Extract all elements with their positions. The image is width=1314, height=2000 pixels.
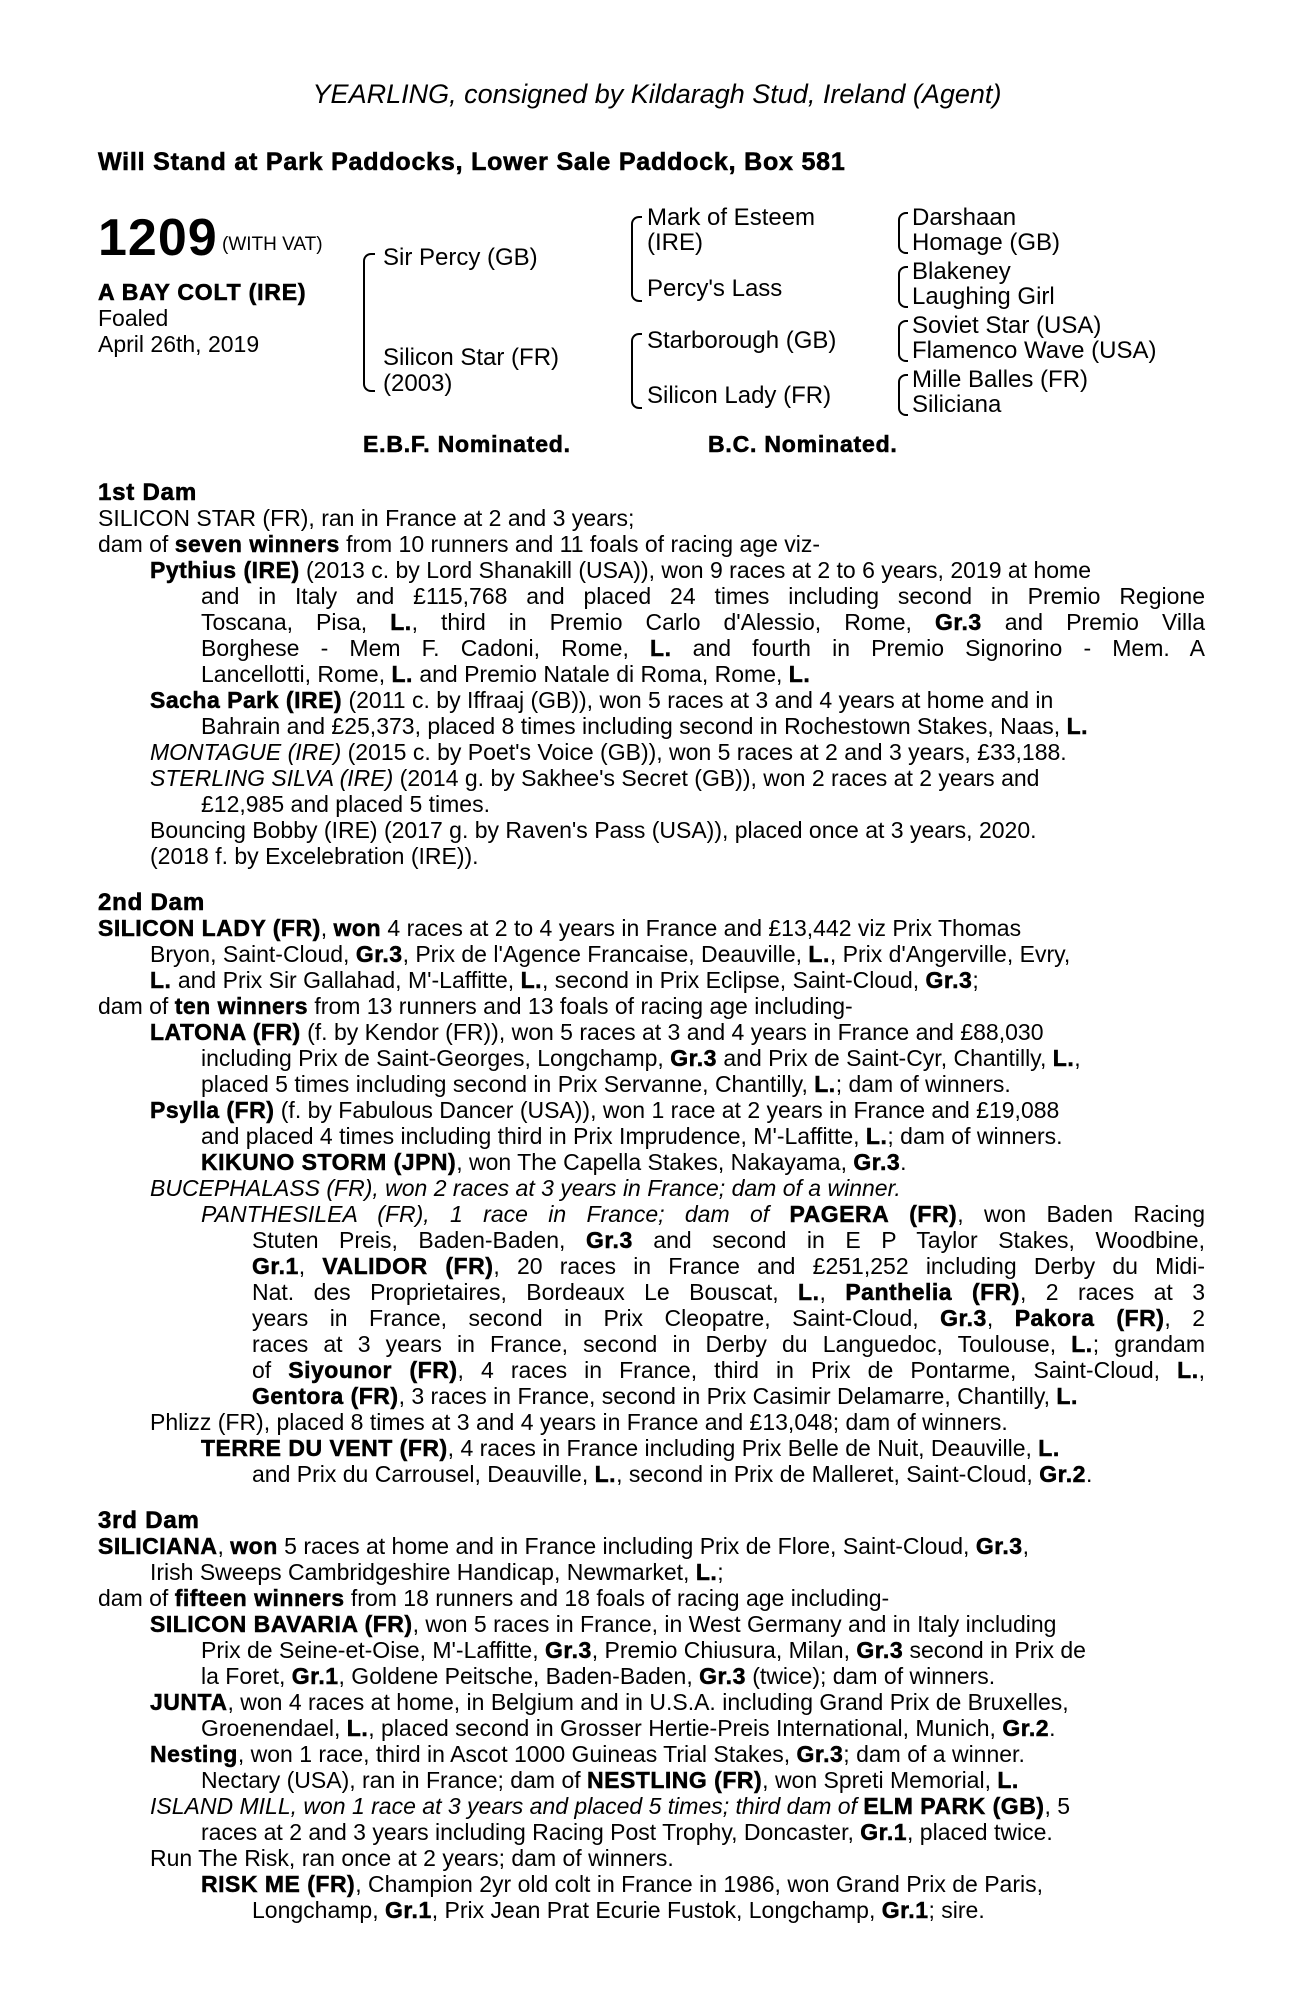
produce-panthesilea-line2: Stuten Preis, Baden-Baden, Gr.3 and second in E P Taylor Stakes, Woodbine, <box>252 1227 1205 1253</box>
ped-sss: Darshaan <box>912 204 1017 231</box>
ped-dam-year: (2003) <box>383 370 453 397</box>
ped-ssd: Homage (GB) <box>912 229 1061 256</box>
third-dam-heading: 3rd Dam <box>98 1507 200 1534</box>
consignor-title: YEARLING, consigned by Kildaragh Stud, Ireland (Agent) <box>312 79 1002 109</box>
lot-description: A BAY COLT (IRE) <box>98 279 307 305</box>
produce-sacha-park-line2: Bahrain and £25,373, placed 8 times including second in Rochestown Stakes, Naas, L. <box>201 713 1089 739</box>
foaled-date: April 26th, 2019 <box>98 331 260 357</box>
produce-terre-du-vent: TERRE DU VENT (FR), 4 races in France including Prix Belle de Nuit, Deauville, L. <box>201 1435 1060 1461</box>
produce-panthesilea-line5: years in France, second in Prix Cleopatre, Saint-Cloud, Gr.3, Pakora (FR), 2 <box>252 1305 1205 1331</box>
produce-psylla: Psylla (FR) (f. by Fabulous Dancer (USA)), won 1 race at 2 years in France and £19,088 <box>150 1097 1060 1123</box>
produce-island-mill: ISLAND MILL, won 1 race at 3 years and placed 5 times; third dam of ELM PARK (GB), 5 <box>150 1793 1071 1819</box>
produce-terre-du-vent-line2: and Prix du Carrousel, Deauville, L., second in Prix de Malleret, Saint-Cloud, Gr.2. <box>252 1461 1093 1487</box>
produce-kikuno-storm: KIKUNO STORM (JPN), won The Capella Stakes, Nakayama, Gr.3. <box>201 1149 907 1175</box>
vat-note: (WITH VAT) <box>222 234 323 255</box>
produce-pythius-line3: Toscana, Pisa, L., third in Premio Carlo d'Alessio, Rome, Gr.3 and Premio Villa <box>201 609 1205 635</box>
produce-sterling-silva-line2: £12,985 and placed 5 times. <box>201 791 490 817</box>
produce-pythius-line2: and in Italy and £115,768 and placed 24 times including second in Premio Regione <box>201 583 1205 609</box>
first-dam-line: SILICON STAR (FR), ran in France at 2 and 3 years; <box>98 505 635 531</box>
foaled-label: Foaled <box>98 305 169 331</box>
produce-island-mill-line2: races at 2 and 3 years including Racing Post Trophy, Doncaster, Gr.1, placed twice. <box>201 1819 1053 1845</box>
produce-run-the-risk: Run The Risk, ran once at 2 years; dam of winners. <box>150 1845 674 1871</box>
brace-g2 <box>898 266 908 308</box>
ped-sire: Sir Percy (GB) <box>383 244 538 271</box>
first-dam-produce-summary: dam of seven winners from 10 runners and 11 foals of racing age viz- <box>98 531 821 557</box>
ped-sire-sire: Mark of Esteem <box>647 204 816 231</box>
ped-sds: Blakeney <box>912 258 1011 285</box>
produce-silicon-bavaria-line2: Prix de Seine-et-Oise, M'-Laffitte, Gr.3, Premio Chiusura, Milan, Gr.3 second in Prix de <box>201 1637 1086 1663</box>
ped-ddd: Siliciana <box>912 391 1002 418</box>
brace-g1 <box>898 212 908 254</box>
produce-silicon-bavaria-line3: la Foret, Gr.1, Goldene Peitsche, Baden-Baden, Gr.3 (twice); dam of winners. <box>201 1663 996 1689</box>
ped-dam: Silicon Star (FR) <box>383 344 560 371</box>
produce-junta-line2: Groenendael, L., placed second in Grosser Hertie-Preis International, Munich, Gr.2. <box>201 1715 1056 1741</box>
produce-pythius-line4: Borghese - Mem F. Cadoni, Rome, L. and fourth in Premio Signorino - Mem. A <box>201 635 1205 661</box>
brace-g3 <box>898 320 908 362</box>
third-dam-line1: SILICIANA, won 5 races at home and in France including Prix de Flore, Saint-Cloud, Gr.3, <box>98 1533 1029 1559</box>
ped-dam-sire: Starborough (GB) <box>647 327 837 354</box>
produce-panthesilea-line6: races at 3 years in France, second in Derby du Languedoc, Toulouse, L.; grandam <box>252 1331 1206 1357</box>
produce-risk-me-line2: Longchamp, Gr.1, Prix Jean Prat Ecurie Fustok, Longchamp, Gr.1; sire. <box>252 1897 985 1923</box>
produce-psylla-line2: and placed 4 times including third in Prix Imprudence, M'-Laffitte, L.; dam of winners. <box>201 1123 1063 1149</box>
produce-sacha-park: Sacha Park (IRE) (2011 c. by Iffraaj (GB)), won 5 races at 3 and 4 years at home and in <box>150 687 1054 713</box>
second-dam-line1: SILICON LADY (FR), won 4 races at 2 to 4 years in France and £13,442 viz Prix Thomas <box>98 915 1022 941</box>
second-dam-line3: L. and Prix Sir Gallahad, M'-Laffitte, L., second in Prix Eclipse, Saint-Cloud, Gr.3; <box>150 967 979 993</box>
ped-sire-sire-country: (IRE) <box>647 229 703 256</box>
produce-panthesilea-line3: Gr.1, VALIDOR (FR), 20 races in France and £251,252 including Derby du Midi- <box>252 1253 1205 1279</box>
brace-sire-dam <box>363 253 375 392</box>
produce-latona-line3: placed 5 times including second in Prix Servanne, Chantilly, L.; dam of winners. <box>201 1071 1011 1097</box>
brace-g4 <box>898 374 908 416</box>
produce-bucephalass: BUCEPHALASS (FR), won 2 races at 3 years in France; dam of a winner. <box>150 1175 901 1201</box>
produce-pythius-line5: Lancellotti, Rome, L. and Premio Natale di Roma, Rome, L. <box>201 661 811 687</box>
second-dam-heading: 2nd Dam <box>98 889 205 916</box>
produce-risk-me: RISK ME (FR), Champion 2yr old colt in France in 1986, won Grand Prix de Paris, <box>201 1871 1043 1897</box>
produce-nectary: Nectary (USA), ran in France; dam of NESTLING (FR), won Spreti Memorial, L. <box>201 1767 1019 1793</box>
produce-panthesilea-line7: of Siyounor (FR), 4 races in France, third in Prix de Pontarme, Saint-Cloud, L., <box>252 1357 1205 1383</box>
produce-pythius: Pythius (IRE) (2013 c. by Lord Shanakill (USA)), won 9 races at 2 to 6 years, 2019 at home <box>150 557 1091 583</box>
produce-montague: MONTAGUE (IRE) (2015 c. by Poet's Voice (GB)), won 5 races at 2 and 3 years, £33,188. <box>150 739 1067 765</box>
ebf-nominated: E.B.F. Nominated. <box>363 431 571 457</box>
produce-latona: LATONA (FR) (f. by Kendor (FR)), won 5 races at 3 and 4 years in France and £88,030 <box>150 1019 1044 1045</box>
brace-sire-line <box>631 216 642 302</box>
ped-sire-dam: Percy's Lass <box>647 275 783 302</box>
bc-nominated: B.C. Nominated. <box>708 431 898 457</box>
first-dam-heading: 1st Dam <box>98 479 197 506</box>
produce-nesting: Nesting, won 1 race, third in Ascot 1000 Guineas Trial Stakes, Gr.3; dam of a winner. <box>150 1741 1025 1767</box>
produce-panthesilea-line4: Nat. des Proprietaires, Bordeaux Le Bouscat, L., Panthelia (FR), 2 races at 3 <box>252 1279 1206 1305</box>
produce-bouncing-bobby: Bouncing Bobby (IRE) (2017 g. by Raven's Pass (USA)), placed once at 3 years, 2020. <box>150 817 1037 843</box>
ped-dss: Soviet Star (USA) <box>912 312 1102 339</box>
stand-location: Will Stand at Park Paddocks, Lower Sale Paddock, Box 581 <box>98 148 846 176</box>
produce-panthesilea: PANTHESILEA (FR), 1 race in France; dam of PAGERA (FR), won Baden Racing <box>201 1201 1205 1227</box>
brace-dam-line <box>631 333 642 409</box>
third-dam-line2: Irish Sweeps Cambridgeshire Handicap, Newmarket, L.; <box>150 1559 724 1585</box>
ped-dam-dam: Silicon Lady (FR) <box>647 382 832 409</box>
produce-2018-filly: (2018 f. by Excelebration (IRE)). <box>150 843 479 869</box>
second-dam-produce-summary: dam of ten winners from 13 runners and 13 foals of racing age including- <box>98 993 853 1019</box>
ped-sdd: Laughing Girl <box>912 283 1055 310</box>
produce-sterling-silva: STERLING SILVA (IRE) (2014 g. by Sakhee's Secret (GB)), won 2 races at 2 years and <box>150 765 1040 791</box>
ped-dsd: Flamenco Wave (USA) <box>912 337 1157 364</box>
produce-silicon-bavaria: SILICON BAVARIA (FR), won 5 races in France, in West Germany and in Italy including <box>150 1611 1057 1637</box>
produce-panthesilea-line8: Gentora (FR), 3 races in France, second in Prix Casimir Delamarre, Chantilly, L. <box>252 1383 1078 1409</box>
produce-latona-line2: including Prix de Saint-Georges, Longchamp, Gr.3 and Prix de Saint-Cyr, Chantilly, L., <box>201 1045 1081 1071</box>
lot-number: 1209 <box>98 209 218 267</box>
produce-junta: JUNTA, won 4 races at home, in Belgium and in U.S.A. including Grand Prix de Bruxelles, <box>150 1689 1069 1715</box>
produce-phlizz: Phlizz (FR), placed 8 times at 3 and 4 years in France and £13,048; dam of winners. <box>150 1409 1008 1435</box>
third-dam-produce-summary: dam of fifteen winners from 18 runners and 18 foals of racing age including- <box>98 1585 890 1611</box>
ped-dds: Mille Balles (FR) <box>912 366 1089 393</box>
second-dam-line2: Bryon, Saint-Cloud, Gr.3, Prix de l'Agence Francaise, Deauville, L., Prix d'Angerville, Evry, <box>150 941 1071 967</box>
